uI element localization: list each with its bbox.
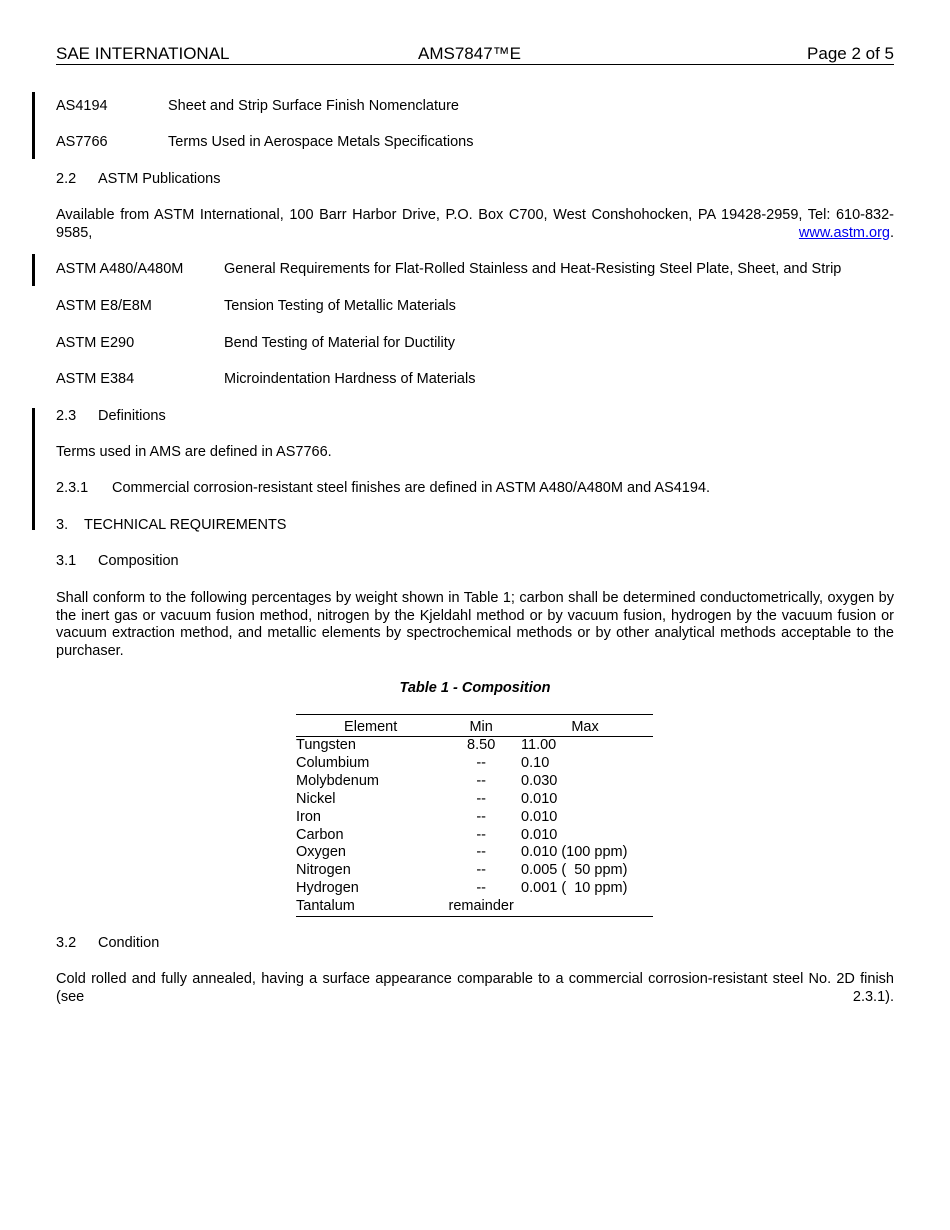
element-cell: Columbium (296, 754, 370, 771)
table-row (296, 737, 653, 755)
max-cell (517, 898, 653, 916)
table-header-row (296, 715, 653, 737)
max-cell: 0.010 (521, 808, 558, 825)
header-page-number: Page 2 of 5 (807, 44, 894, 63)
astm-website-link[interactable]: www.astm.org (798, 224, 890, 241)
composition-table (296, 714, 653, 917)
min-cell: -- (476, 826, 486, 843)
table-row (296, 827, 653, 845)
definitions-text: Terms used in AMS are defined in AS7766. (56, 444, 332, 460)
section-title: Composition (98, 553, 179, 569)
element-cell: Molybdenum (296, 772, 380, 789)
min-cell: -- (476, 808, 486, 825)
min-cell: -- (476, 844, 486, 861)
column-header: Element (296, 715, 445, 737)
table-row (296, 880, 653, 898)
ref-code: ASTM E8/E8M (56, 298, 152, 314)
revision-bar (32, 408, 35, 530)
table-row (296, 755, 653, 773)
ref-code: AS4194 (56, 98, 108, 114)
ref-title: Terms Used in Aerospace Metals Specifications (168, 134, 474, 150)
ref-title: Microindentation Hardness of Materials (224, 371, 476, 387)
astm-availability-text: Available from ASTM International, 100 Barr Harbor Drive, P.O. Box C700, West Conshohocken, PA 19428-2959, Tel: 610-832-9585, (56, 207, 894, 241)
section-title: TECHNICAL REQUIREMENTS (84, 517, 287, 533)
element-cell: Nickel (296, 790, 336, 807)
astm-availability-end: . (889, 224, 894, 241)
column-header: Min (445, 715, 517, 737)
ref-title: Bend Testing of Material for Ductility (224, 335, 456, 351)
condition-paragraph: Cold rolled and fully annealed, having a surface appearance comparable to a commercial corrosion-resistant steel No. 2D finish (see 2.3.1). (56, 971, 894, 1005)
table-row (296, 898, 653, 916)
max-cell: 0.001 ( 10 ppm) (521, 880, 628, 897)
element-cell: Nitrogen (296, 862, 351, 879)
ref-code: AS7766 (56, 134, 108, 150)
ref-code: ASTM A480/A480M (56, 261, 184, 277)
section-number: 2.2 (56, 171, 77, 187)
section-number: 2.3 (56, 408, 77, 424)
min-cell: -- (476, 880, 486, 897)
section-number: 3. (56, 517, 69, 533)
ref-title: Sheet and Strip Surface Finish Nomenclature (168, 98, 459, 114)
ref-title: Tension Testing of Metallic Materials (224, 298, 456, 314)
element-cell: Tungsten (296, 737, 356, 753)
table-row (296, 791, 653, 809)
min-cell: 8.50 (467, 737, 496, 753)
table-row (296, 773, 653, 791)
section-title: ASTM Publications (98, 171, 221, 187)
revision-bar (32, 254, 35, 286)
ref-code: ASTM E290 (56, 335, 135, 351)
max-cell: 0.10 (521, 754, 550, 771)
column-header: Max (517, 715, 653, 737)
element-cell: Oxygen (296, 844, 346, 861)
min-cell: -- (476, 862, 486, 879)
header-doc-id: AMS7847™E (418, 44, 521, 63)
astm-availability-paragraph (56, 207, 894, 260)
max-cell: 0.030 (521, 772, 558, 789)
ref-title: General Requirements for Flat-Rolled Stainless and Heat-Resisting Steel Plate, Sheet, and Strip (224, 261, 842, 277)
element-cell: Carbon (296, 826, 344, 843)
min-cell: remainder (448, 898, 514, 915)
max-cell: 0.005 ( 50 ppm) (521, 862, 628, 879)
table-row (296, 862, 653, 880)
page-header (56, 44, 894, 65)
max-cell: 0.010 (521, 790, 558, 807)
table-caption: Table 1 - Composition (399, 680, 551, 696)
section-number: 2.3.1 (56, 480, 89, 496)
section-title: Definitions (98, 408, 166, 424)
max-cell: 11.00 (521, 737, 557, 753)
revision-bar (32, 92, 35, 159)
ref-code: ASTM E384 (56, 371, 135, 387)
element-cell: Hydrogen (296, 880, 359, 897)
section-title: Condition (98, 935, 160, 951)
element-cell: Iron (296, 808, 321, 825)
max-cell: 0.010 (521, 826, 558, 843)
max-cell: 0.010 (100 ppm) (521, 844, 628, 861)
table-row (296, 844, 653, 862)
min-cell: -- (476, 790, 486, 807)
section-number: 3.1 (56, 553, 77, 569)
section-text: Commercial corrosion-resistant steel finishes are defined in ASTM A480/A480M and AS4194. (112, 480, 711, 496)
composition-paragraph: Shall conform to the following percentages by weight shown in Table 1; carbon shall be determined conductometrically, oxygen by the inert gas or vacuum fusion method, nitrogen by the Kjeldahl method or by vacuum fusion, hydrogen by the vacuum fusion or vacuum extraction method, and metallic elements by spectrochemical methods or by other analytical methods acceptable to the purchaser. (56, 590, 894, 659)
header-org: SAE INTERNATIONAL (56, 44, 230, 63)
table-row (296, 809, 653, 827)
min-cell: -- (476, 772, 486, 789)
section-number: 3.2 (56, 935, 77, 951)
min-cell: -- (476, 754, 486, 771)
element-cell: Tantalum (296, 898, 355, 915)
